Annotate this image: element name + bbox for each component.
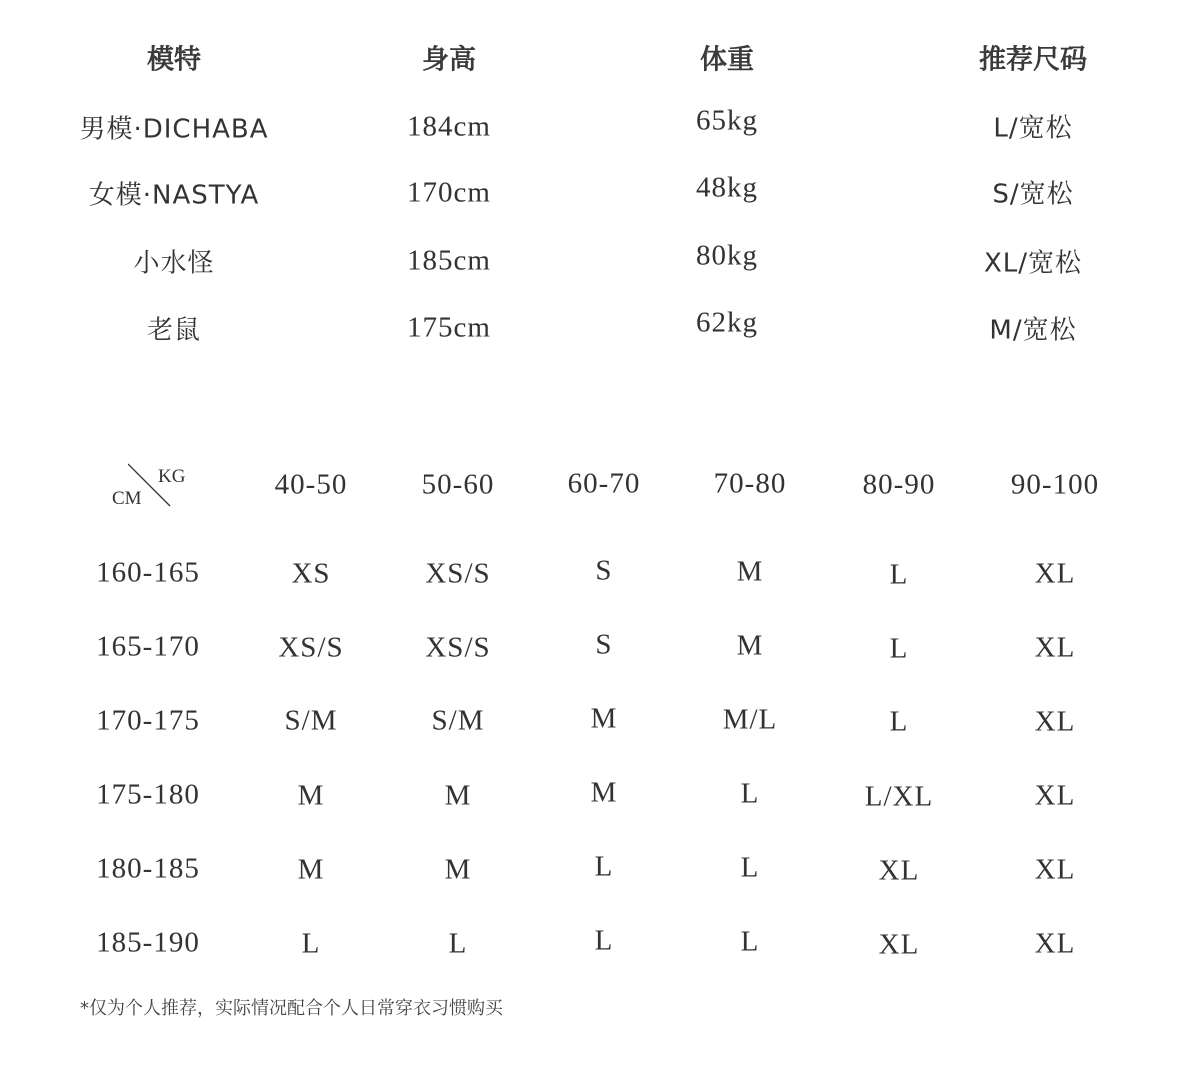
size-cell: M: [444, 779, 472, 812]
footnote: *仅为个人推荐，实际情况配合个人日常穿衣习惯购买: [80, 998, 503, 1019]
height-range-label: 165-170: [96, 630, 200, 663]
size-cell: M: [590, 702, 618, 735]
size-cell: XS/S: [425, 631, 491, 664]
model-name: 老鼠: [146, 315, 202, 346]
weight-range-header: 60-70: [567, 467, 641, 500]
size-cell: M: [297, 779, 325, 812]
size-cell: S: [595, 554, 613, 587]
size-cell: XS: [291, 557, 331, 590]
model-name: 女模·NASTYA: [88, 180, 260, 211]
model-height: 185cm: [407, 244, 491, 277]
size-cell: M: [736, 555, 764, 588]
model-recommended-size: L/宽松: [993, 113, 1073, 144]
size-cell: L/XL: [864, 780, 934, 813]
weight-range-header: 80-90: [862, 468, 936, 501]
header-model: 模特: [147, 44, 201, 76]
model-weight: 62kg: [696, 306, 758, 339]
size-cell: XL: [1034, 557, 1076, 590]
model-name: 男模·DICHABA: [79, 114, 269, 145]
size-cell: M/L: [722, 703, 778, 736]
weight-range-header: 50-60: [421, 468, 495, 501]
model-weight: 65kg: [696, 104, 758, 137]
model-height: 184cm: [407, 110, 491, 143]
size-cell: S: [595, 628, 613, 661]
size-cell: L: [740, 777, 760, 810]
size-cell: M: [297, 853, 325, 886]
height-range-label: 170-175: [96, 704, 200, 737]
height-range-label: 160-165: [96, 556, 200, 589]
size-cell: XL: [1034, 853, 1076, 886]
size-cell: XL: [1034, 779, 1076, 812]
size-cell: L: [889, 632, 909, 665]
model-weight: 80kg: [696, 239, 758, 272]
size-cell: XL: [1034, 927, 1076, 960]
model-name: 小水怪: [133, 248, 215, 279]
size-cell: L: [448, 927, 468, 960]
corner-cm-label: CM: [112, 488, 142, 509]
weight-range-header: 70-80: [713, 467, 787, 500]
header-height: 身高: [422, 44, 476, 76]
size-cell: L: [740, 925, 760, 958]
corner-cell: [110, 462, 190, 512]
size-cell: XL: [1034, 631, 1076, 664]
weight-range-header: 40-50: [274, 468, 348, 501]
header-recommended-size: 推荐尺码: [979, 44, 1087, 76]
height-range-label: 180-185: [96, 852, 200, 885]
size-cell: L: [594, 850, 614, 883]
model-recommended-size: M/宽松: [989, 315, 1077, 346]
size-cell: L: [594, 924, 614, 957]
size-cell: XL: [878, 854, 920, 887]
height-range-label: 185-190: [96, 926, 200, 959]
size-cell: XL: [878, 928, 920, 961]
size-cell: M: [590, 776, 618, 809]
size-cell: M: [736, 629, 764, 662]
size-cell: S/M: [284, 704, 338, 737]
size-cell: XS/S: [278, 631, 344, 664]
model-height: 175cm: [407, 311, 491, 344]
size-cell: XL: [1034, 705, 1076, 738]
size-cell: L: [889, 705, 909, 738]
size-cell: S/M: [431, 704, 485, 737]
model-recommended-size: S/宽松: [992, 179, 1074, 210]
header-weight: 体重: [700, 44, 754, 76]
height-range-label: 175-180: [96, 778, 200, 811]
size-cell: L: [301, 927, 321, 960]
corner-kg-label: KG: [158, 466, 186, 487]
model-weight: 48kg: [696, 171, 758, 204]
size-cell: M: [444, 853, 472, 886]
weight-range-header: 90-100: [1010, 468, 1100, 501]
model-recommended-size: XL/宽松: [983, 248, 1083, 279]
size-cell: L: [740, 851, 760, 884]
model-height: 170cm: [407, 176, 491, 209]
size-cell: XS/S: [425, 557, 491, 590]
size-cell: L: [889, 558, 909, 591]
